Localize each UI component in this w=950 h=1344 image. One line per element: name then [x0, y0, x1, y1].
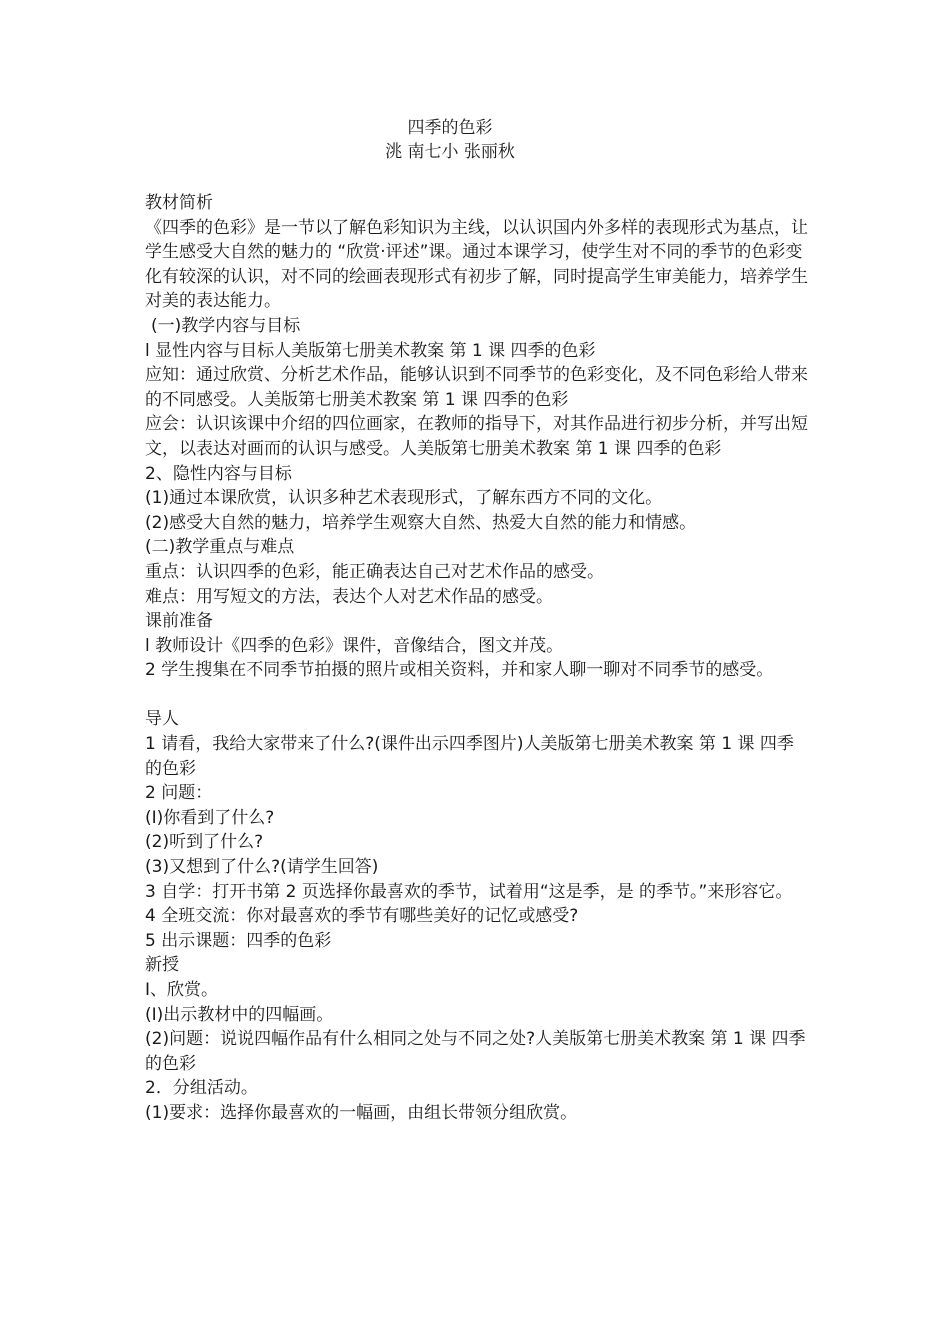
section-heading: 新授	[145, 955, 179, 976]
list-item: 5 出示课题：四季的色彩	[145, 930, 332, 951]
list-item: (2)感受大自然的魅力，培养学生观察大自然、热爱大自然的能力和情感。	[145, 512, 697, 533]
list-item: 4 全班交流：你对最喜欢的季节有哪些美好的记忆或感受?	[145, 906, 579, 927]
list-item: (2)听到了什么?	[145, 832, 264, 853]
list-item: 2．分组活动。	[145, 1078, 258, 1099]
document-author: 洮 南七小 张丽秋	[385, 142, 515, 162]
list-item: (2)问题：说说四幅作品有什么相同之处与不同之处?人美版第七册美术教案 第 1 课 四季的色彩	[145, 1029, 806, 1074]
list-item: (3)又想到了什么?(请学生回答)	[145, 857, 379, 878]
paragraph: 应会：认识该课中介绍的四位画家，在教师的指导下，对其作品进行初步分析，并写出短文，以表达对画而的认识与感受。人美版第七册美术教案 第 1 课 四季的色彩	[145, 414, 808, 459]
list-item: 1 请看，我给大家带来了什么?(课件出示四季图片)人美版第七册美术教案 第 1 课 四季的色彩	[145, 734, 794, 779]
list-item: 2 问题：	[145, 783, 213, 804]
document-title: 四季的色彩	[407, 118, 493, 138]
section-heading: 2、隐性内容与目标	[145, 463, 292, 484]
list-item: l 教师设计《四季的色彩》课件，音像结合，图文并茂。	[145, 635, 564, 656]
paragraph: l 显性内容与目标人美版第七册美术教案 第 1 课 四季的色彩	[145, 340, 596, 361]
list-item: (I)出示教材中的四幅画。	[145, 1004, 334, 1025]
paragraph: 《四季的色彩》是一节以了解色彩知识为主线，以认识国内外多样的表现形式为基点，让学生感受大自然的魅力的 “欣赏·评述”课。通过本课学习，使学生对不同的季节的色彩变化有较深的认识，对不同的绘画表现形式有初步了解，同时提高学生审美能力，培养学生对美的表达能力。	[145, 217, 808, 312]
section-heading: (一)教学内容与目标	[151, 315, 301, 336]
paragraph: 应知：通过欣赏、分析艺术作品，能够认识到不同季节的色彩变化，及不同色彩给人带来的不同感受。人美版第七册美术教案 第 1 课 四季的色彩	[145, 365, 808, 410]
list-item: 3 自学：打开书第 2 页选择你最喜欢的季节，试着用“这是季，是 的季节。”来形容它。	[145, 881, 793, 902]
paragraph: 难点：用写短文的方法，表达个人对艺术作品的感受。	[145, 586, 553, 607]
list-item: (1)通过本课欣赏，认识多种艺术表现形式，了解东西方不同的文化。	[145, 488, 663, 509]
paragraph: 重点：认识四季的色彩，能正确表达自己对艺术作品的感受。	[145, 561, 604, 582]
list-item: (1)要求：选择你最喜欢的一幅画，由组长带领分组欣赏。	[145, 1102, 578, 1123]
list-item: I、欣赏。	[145, 980, 219, 1000]
list-item: 2 学生搜集在不同季节拍摄的照片或相关资料，并和家人聊一聊对不同季节的感受。	[145, 660, 774, 681]
section-heading: 导人	[145, 709, 179, 730]
section-heading: 课前准备	[145, 611, 213, 632]
list-item: (I)你看到了什么?	[145, 807, 275, 828]
blank-line	[145, 683, 810, 708]
title-block	[0, 116, 900, 164]
section-heading: (二)教学重点与难点	[145, 537, 295, 558]
section-heading: 教材简析	[145, 193, 213, 213]
document-body	[145, 191, 810, 1126]
